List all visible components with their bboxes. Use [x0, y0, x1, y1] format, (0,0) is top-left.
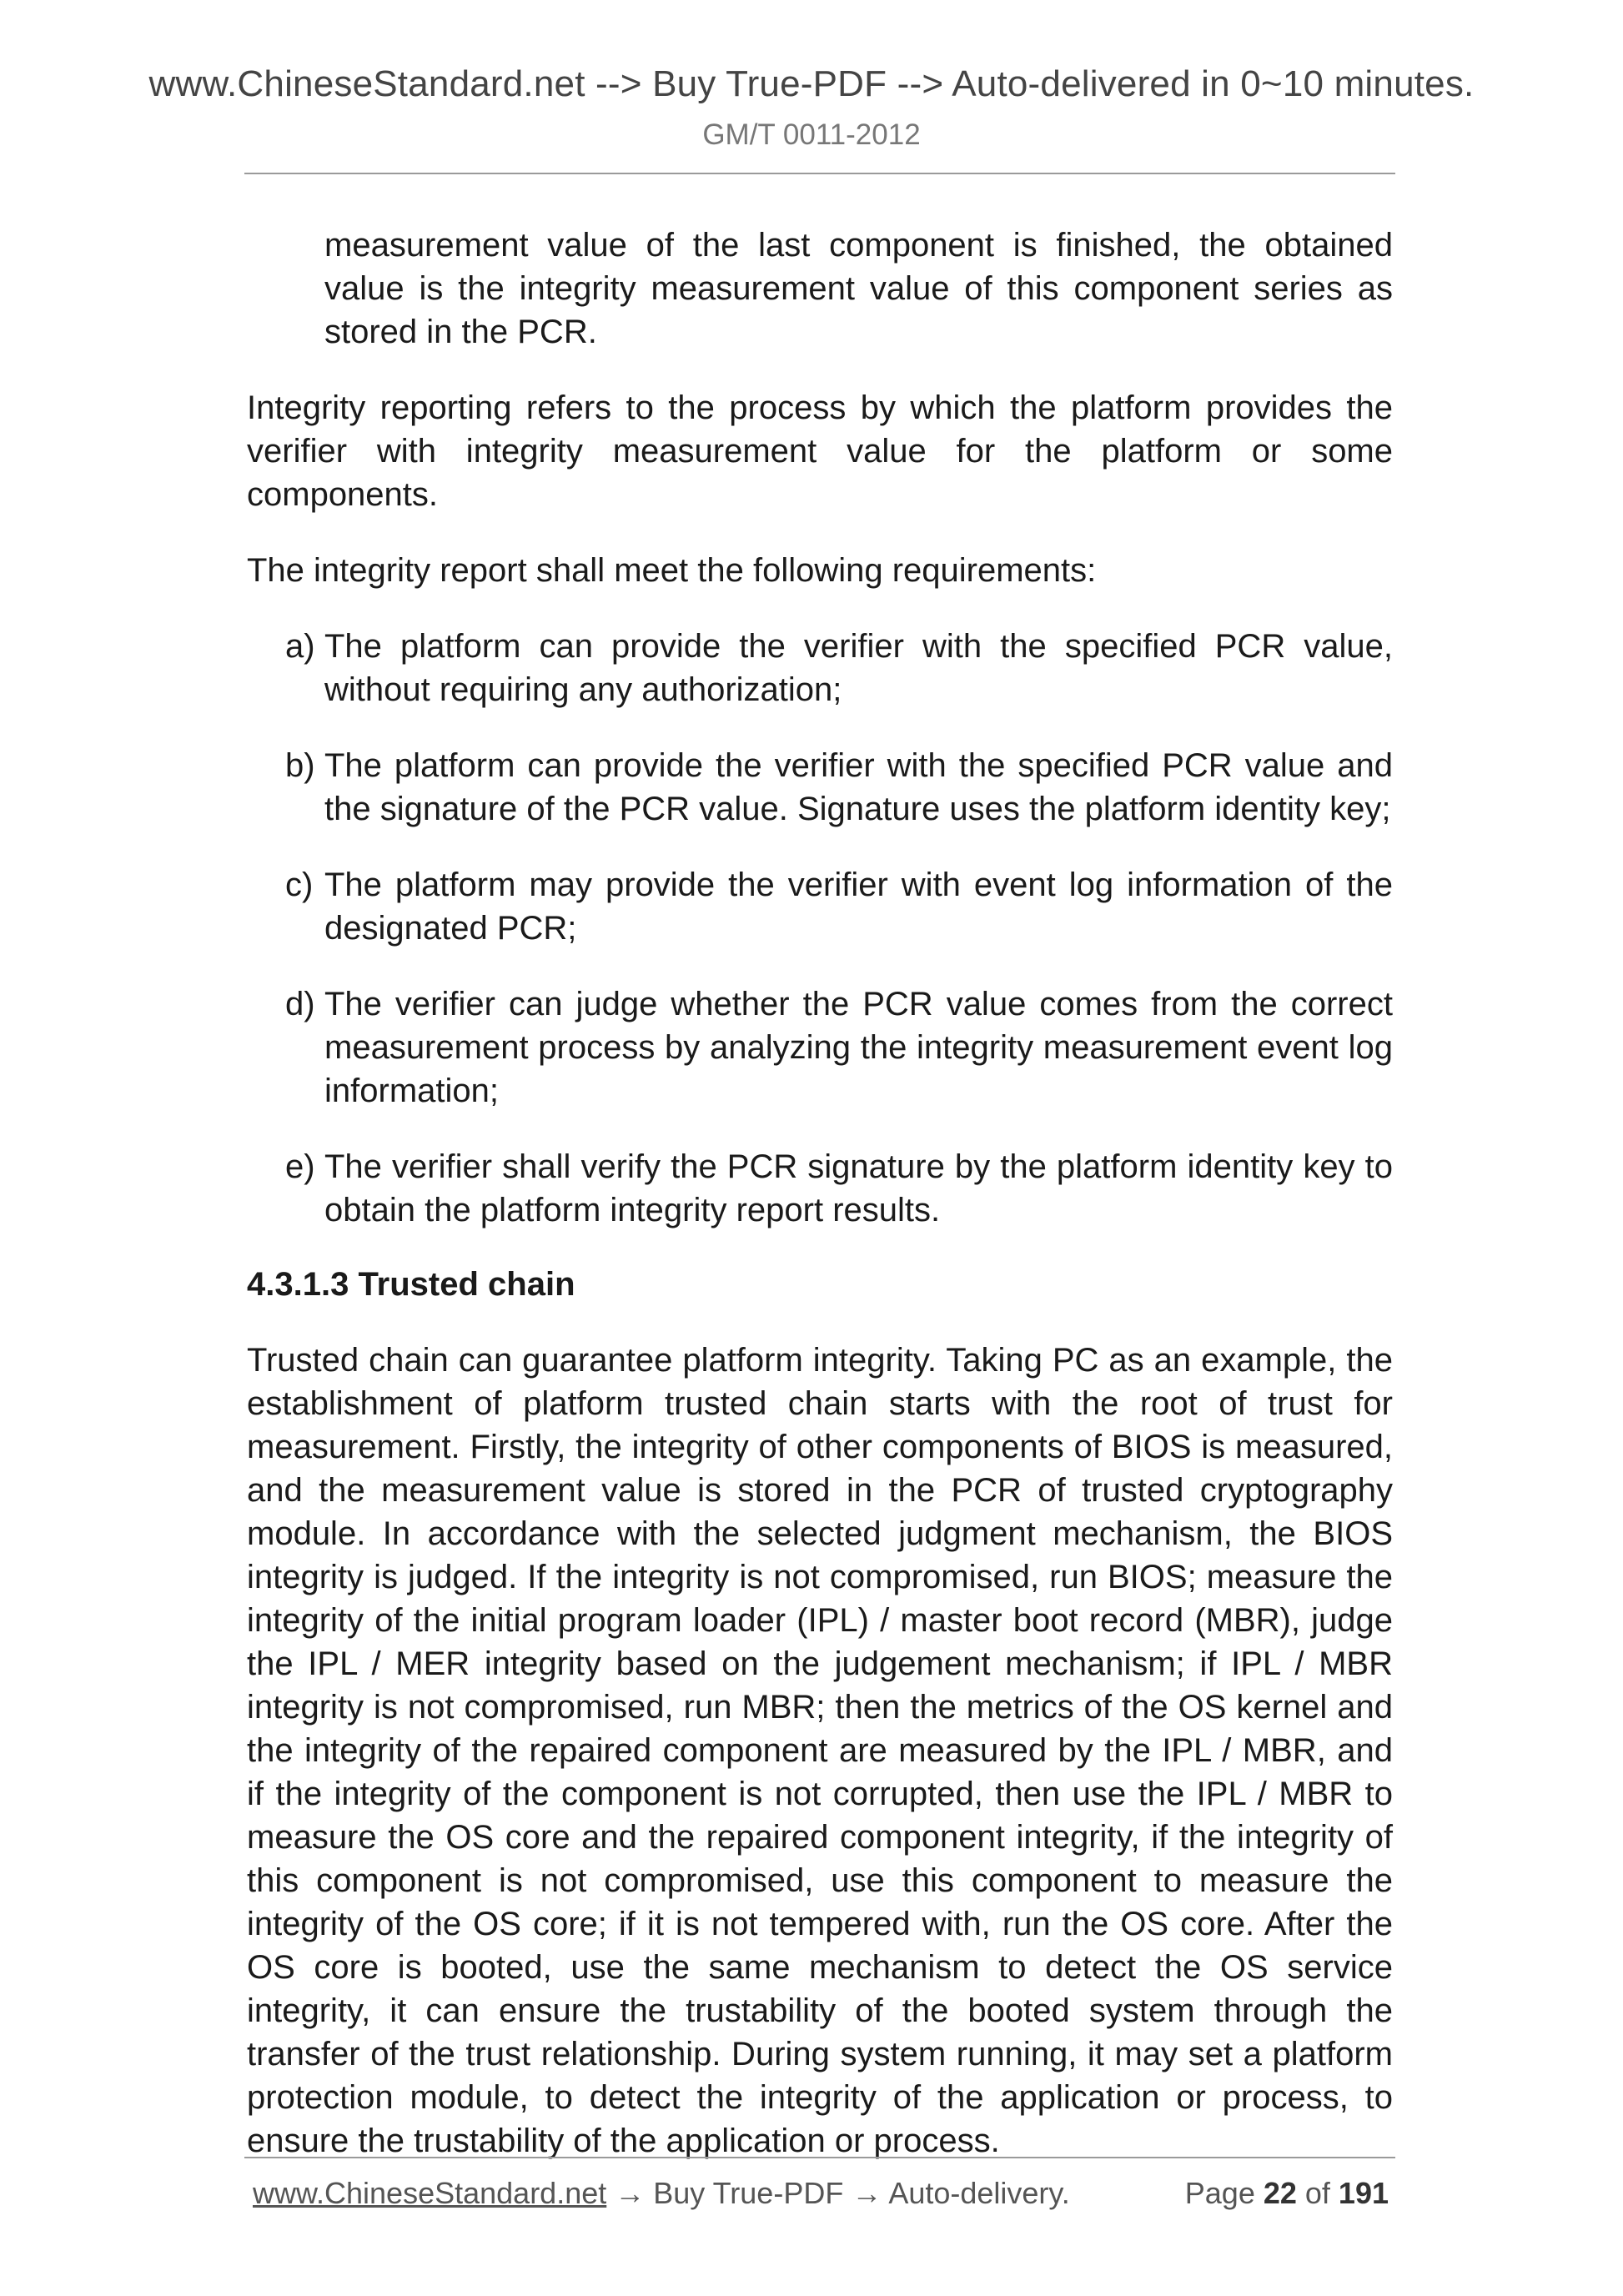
page-body — [247, 224, 1393, 2163]
list-item-text: The platform can provide the verifier with the specified PCR value and the signature of the PCR value. Signature uses the platform identity key; — [324, 747, 1393, 827]
list-item-text: The platform can provide the verifier with the specified PCR value, without requiring any authorization; — [324, 628, 1393, 708]
page-of: of — [1296, 2176, 1339, 2210]
list-item-text: The verifier shall verify the PCR signature by the platform identity key to obtain the platform integrity report results. — [324, 1148, 1393, 1228]
list-item-text: The platform may provide the verifier with event log information of the designated PCR; — [324, 867, 1393, 947]
continuation-paragraph: measurement value of the last component is finished, the obtained value is the integrity measurement value of this component series as stored in the PCR. — [324, 227, 1393, 350]
list-marker: d) — [285, 986, 315, 1022]
list-item — [247, 625, 1393, 711]
footer-links — [253, 2176, 1070, 2211]
page-indicator — [1185, 2176, 1389, 2211]
footer-tagline: → Buy True-PDF → Auto-delivery. — [606, 2176, 1070, 2210]
reporting-paragraph: Integrity reporting refers to the process by which the platform provides the verifier with integrity measurement value for the platform or some components. — [247, 389, 1393, 513]
document-id: GM/T 0011-2012 — [702, 118, 921, 151]
requirements-paragraph: The integrity report shall meet the following requirements: — [247, 552, 1097, 589]
header-divider — [244, 173, 1395, 174]
list-item-text: The verifier can judge whether the PCR value comes from the correct measurement process by analyzing the integrity measurement event log information; — [324, 986, 1393, 1109]
section-heading: 4.3.1.3 Trusted chain — [247, 1266, 575, 1303]
list-item — [247, 982, 1393, 1113]
header-title: www.ChineseStandard.net --> Buy True-PDF --> Auto-delivered in 0~10 minutes. — [148, 63, 1475, 104]
trusted-chain-paragraph: Trusted chain can guarantee platform integrity. Taking PC as an example, the establishment of platform trusted chain starts with the root of trust for measurement. Firstly, the integrity of other components of BIOS is measured, and the measurement value is stored in the PCR of trusted cryptography module. In accordance with the selected judgment mechanism, the BIOS integrity is judged. If the integrity is not compromised, run BIOS; measure the integrity of the initial program loader (IPL) / master boot record (MBR), judge the IPL / MER integrity based on the judgement mechanism; if IPL / MBR integrity is not compromised, run MBR; then the metrics of the OS kernel and the integrity of the repaired component are measured by the IPL / MBR, and if the integrity of the component is not corrupted, then use the IPL / MBR to measure the OS core and the repaired component integrity, if the integrity of this component is not compromised, use this component to measure the integrity of the OS core; if it is not tempered with, run the OS core. After the OS core is booted, use the same mechanism to detect the OS service integrity, it can ensure the trustability of the booted system through the transfer of the trust relationship. During system running, it may set a platform protection module, to detect the integrity of the application or process, to ensure the trustability of the application or process. — [247, 1342, 1393, 2159]
site-link[interactable]: www.ChineseStandard.net — [253, 2176, 607, 2210]
list-item — [247, 1145, 1393, 1232]
list-marker: c) — [285, 867, 314, 903]
list-marker: b) — [285, 747, 315, 784]
page-label: Page — [1184, 2176, 1264, 2210]
list-item — [247, 863, 1393, 950]
list-marker: e) — [285, 1148, 315, 1185]
page-number: 22 — [1263, 2176, 1297, 2210]
list-item — [247, 744, 1393, 831]
page-total: 191 — [1338, 2176, 1389, 2210]
footer-divider — [244, 2157, 1395, 2158]
list-marker: a) — [285, 628, 315, 665]
